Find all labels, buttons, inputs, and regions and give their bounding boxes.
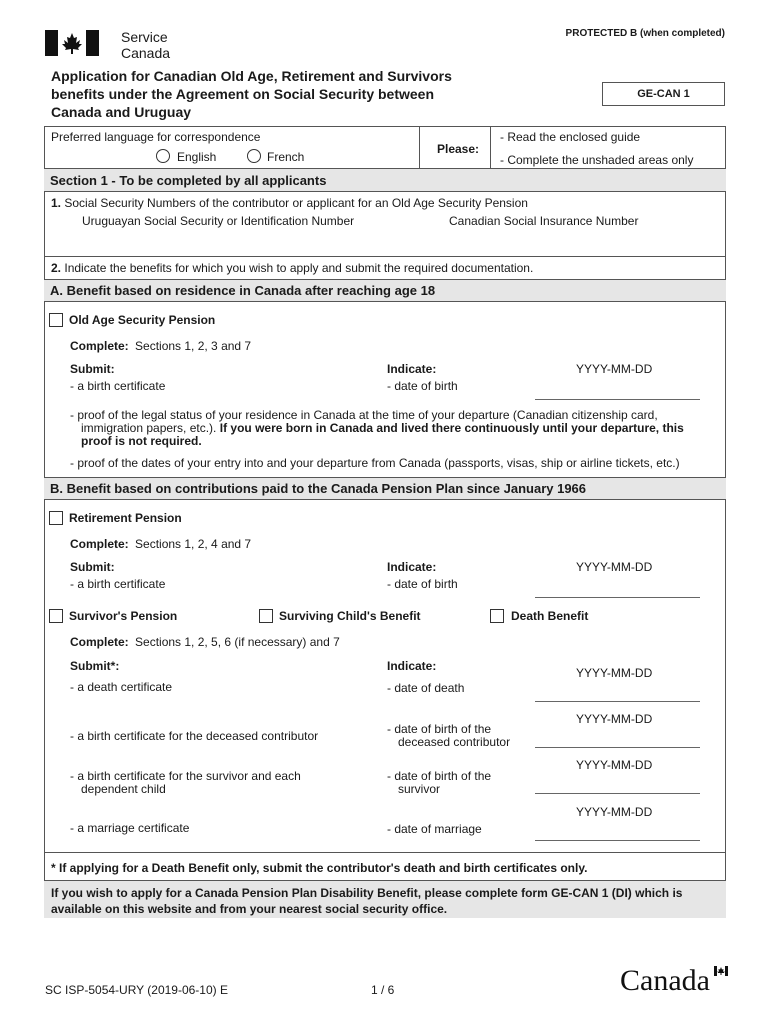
sectionB-complete — [70, 537, 251, 551]
sectionB-heading — [44, 477, 726, 500]
disability-note-line2: available on this website and from your nearest social security office. — [51, 902, 448, 916]
old-age-security-label: Old Age Security Pension — [69, 313, 216, 327]
sectionA-heading — [44, 279, 726, 302]
sectionA-proof2: - proof of the dates of your entry into and your departure from Canada (passports, visas, ship or airline tickets, etc.) — [70, 456, 680, 470]
date-of-marriage-field[interactable] — [535, 840, 700, 841]
date-format-survivor: YYYY-MM-DD — [576, 758, 653, 772]
canada-flag-logo — [45, 30, 99, 56]
instruction-unshaded: - Complete the unshaded areas only — [500, 153, 694, 167]
q1-question — [51, 196, 528, 210]
old-age-security-checkbox[interactable] — [49, 313, 63, 327]
form-code: GE-CAN 1 — [637, 88, 690, 100]
indicate-dob-deceased-1: - date of birth of the — [387, 722, 492, 736]
department-name-line2: Canada — [121, 45, 171, 61]
dob-survivor-field[interactable] — [535, 793, 700, 794]
sectionA-indicate-label: Indicate: — [387, 362, 437, 376]
instruction-read-guide: - Read the enclosed guide — [500, 130, 641, 144]
form-code-box — [602, 82, 725, 106]
sectionA-heading-text: A. Benefit based on residence in Canada after reaching age 18 — [50, 283, 436, 298]
indicate-dob-survivor-2: survivor — [398, 782, 441, 796]
sectionA-proof1-line3: proof is not required. — [81, 434, 202, 448]
surviving-child-label: Surviving Child's Benefit — [279, 609, 421, 623]
death-benefit-label: Death Benefit — [511, 609, 589, 623]
date-format-marriage: YYYY-MM-DD — [576, 805, 653, 819]
surviving-child-checkbox[interactable] — [259, 609, 273, 623]
protected-notice: PROTECTED B (when completed) — [565, 28, 725, 39]
form-title-line2: benefits under the Agreement on Social Security between — [51, 86, 435, 102]
survivors-pension-checkbox[interactable] — [49, 609, 63, 623]
sectionB-submit-label: Submit: — [70, 560, 115, 574]
sectionA-proof1-line1: - proof of the legal status of your residence in Canada at the time of your departure (Canadian citizenship card, — [70, 408, 658, 422]
sectionA-proof1-line2a: immigration papers, etc.). — [81, 421, 217, 435]
q1-text: Social Security Numbers of the contributor or applicant for an Old Age Security Pension — [64, 196, 528, 210]
dob-deceased-field[interactable] — [535, 747, 700, 748]
sectionB-dob-field[interactable] — [535, 597, 700, 598]
retirement-pension-checkbox[interactable] — [49, 511, 63, 525]
please-label: Please: — [437, 142, 480, 156]
date-of-death-field[interactable] — [535, 701, 700, 702]
footer-page-number: 1 / 6 — [371, 983, 395, 997]
section1-heading-text: Section 1 - To be completed by all applicants — [50, 172, 327, 188]
doc-marriage-certificate: - a marriage certificate — [70, 821, 190, 835]
doc-death-certificate: - a death certificate — [70, 680, 173, 694]
english-label: English — [177, 150, 217, 164]
canada-wordmark-text: Canada — [620, 964, 710, 997]
sectionB-complete2 — [70, 635, 340, 649]
sectionB-heading-text: B. Benefit based on contributions paid to the Canada Pension Plan since January 1966 — [50, 481, 587, 496]
department-name-line1: Service — [121, 29, 168, 45]
sectionB-date-format: YYYY-MM-DD — [576, 560, 653, 574]
sectionA-complete-text: Sections 1, 2, 3 and 7 — [135, 339, 252, 353]
date-format-death: YYYY-MM-DD — [576, 666, 653, 680]
sectionB-indicate-item: - date of birth — [387, 577, 458, 591]
death-benefit-checkbox[interactable] — [490, 609, 504, 623]
q2-text: Indicate the benefits for which you wish to apply and submit the required documentation. — [64, 261, 534, 275]
indicate-date-of-marriage: - date of marriage — [387, 822, 482, 836]
language-label: Preferred language for correspondence — [51, 130, 261, 144]
canada-sin-field[interactable] — [449, 230, 709, 252]
sectionB-indicate2-label: Indicate: — [387, 659, 437, 673]
sectionA-submit-label: Submit: — [70, 362, 115, 376]
section1-heading — [44, 168, 726, 192]
canada-sin-label: Canadian Social Insurance Number — [449, 214, 639, 228]
sectionB-complete-text: Sections 1, 2, 4 and 7 — [135, 537, 252, 551]
sectionB-indicate-label: Indicate: — [387, 560, 437, 574]
canada-wordmark — [620, 966, 728, 998]
disability-note-line1: If you wish to apply for a Canada Pension Plan Disability Benefit, please complete form GE-CAN 1 (DI) which is — [51, 886, 683, 900]
sectionA-submit-item: - a birth certificate — [70, 379, 166, 393]
footer-form-id: SC ISP-5054-URY (2019-06-10) E — [45, 983, 228, 997]
sectionA-date-format: YYYY-MM-DD — [576, 362, 653, 376]
q1-number: 1. — [51, 196, 62, 210]
indicate-dob-survivor-1: - date of birth of the — [387, 769, 492, 783]
sectionA-dob-field[interactable] — [535, 399, 700, 400]
sectionA-complete-label: Complete: — [70, 339, 129, 353]
wordmark-flag-icon — [714, 966, 728, 976]
doc-birth-cert-survivor-2: dependent child — [81, 782, 166, 796]
indicate-date-of-death: - date of death — [387, 681, 465, 695]
uruguay-number-label: Uruguayan Social Security or Identification Number — [82, 214, 355, 228]
form-title-line3: Canada and Uruguay — [51, 104, 192, 120]
french-radio[interactable] — [247, 149, 261, 163]
form-title-line1: Application for Canadian Old Age, Retirement and Survivors — [51, 68, 452, 84]
indicate-dob-deceased-2: deceased contributor — [398, 735, 511, 749]
sectionA-proof1-line2b: If you were born in Canada and lived there continuously until your departure, this — [219, 421, 684, 435]
death-benefit-footnote: * If applying for a Death Benefit only, submit the contributor's death and birth certificates only. — [51, 861, 588, 875]
doc-birth-cert-deceased: - a birth certificate for the deceased contributor — [70, 729, 319, 743]
doc-birth-cert-survivor-1: - a birth certificate for the survivor and each — [70, 769, 301, 783]
sectionA-complete — [70, 339, 251, 353]
french-label: French — [267, 150, 305, 164]
q2-question — [51, 261, 533, 275]
sectionB-submit-item: - a birth certificate — [70, 577, 166, 591]
q2-number: 2. — [51, 261, 62, 275]
sectionA-proof1-line2 — [81, 421, 684, 435]
sectionA-indicate-item: - date of birth — [387, 379, 458, 393]
sectionB-submit2-label: Submit*: — [70, 659, 120, 673]
uruguay-number-field[interactable] — [82, 230, 382, 252]
survivors-pension-label: Survivor's Pension — [69, 609, 178, 623]
date-format-deceased: YYYY-MM-DD — [576, 712, 653, 726]
sectionB-complete2-label: Complete: — [70, 635, 129, 649]
english-radio[interactable] — [156, 149, 170, 163]
sectionB-complete2-text: Sections 1, 2, 5, 6 (if necessary) and 7 — [135, 635, 340, 649]
retirement-pension-label: Retirement Pension — [69, 511, 182, 525]
sectionB-complete-label: Complete: — [70, 537, 129, 551]
